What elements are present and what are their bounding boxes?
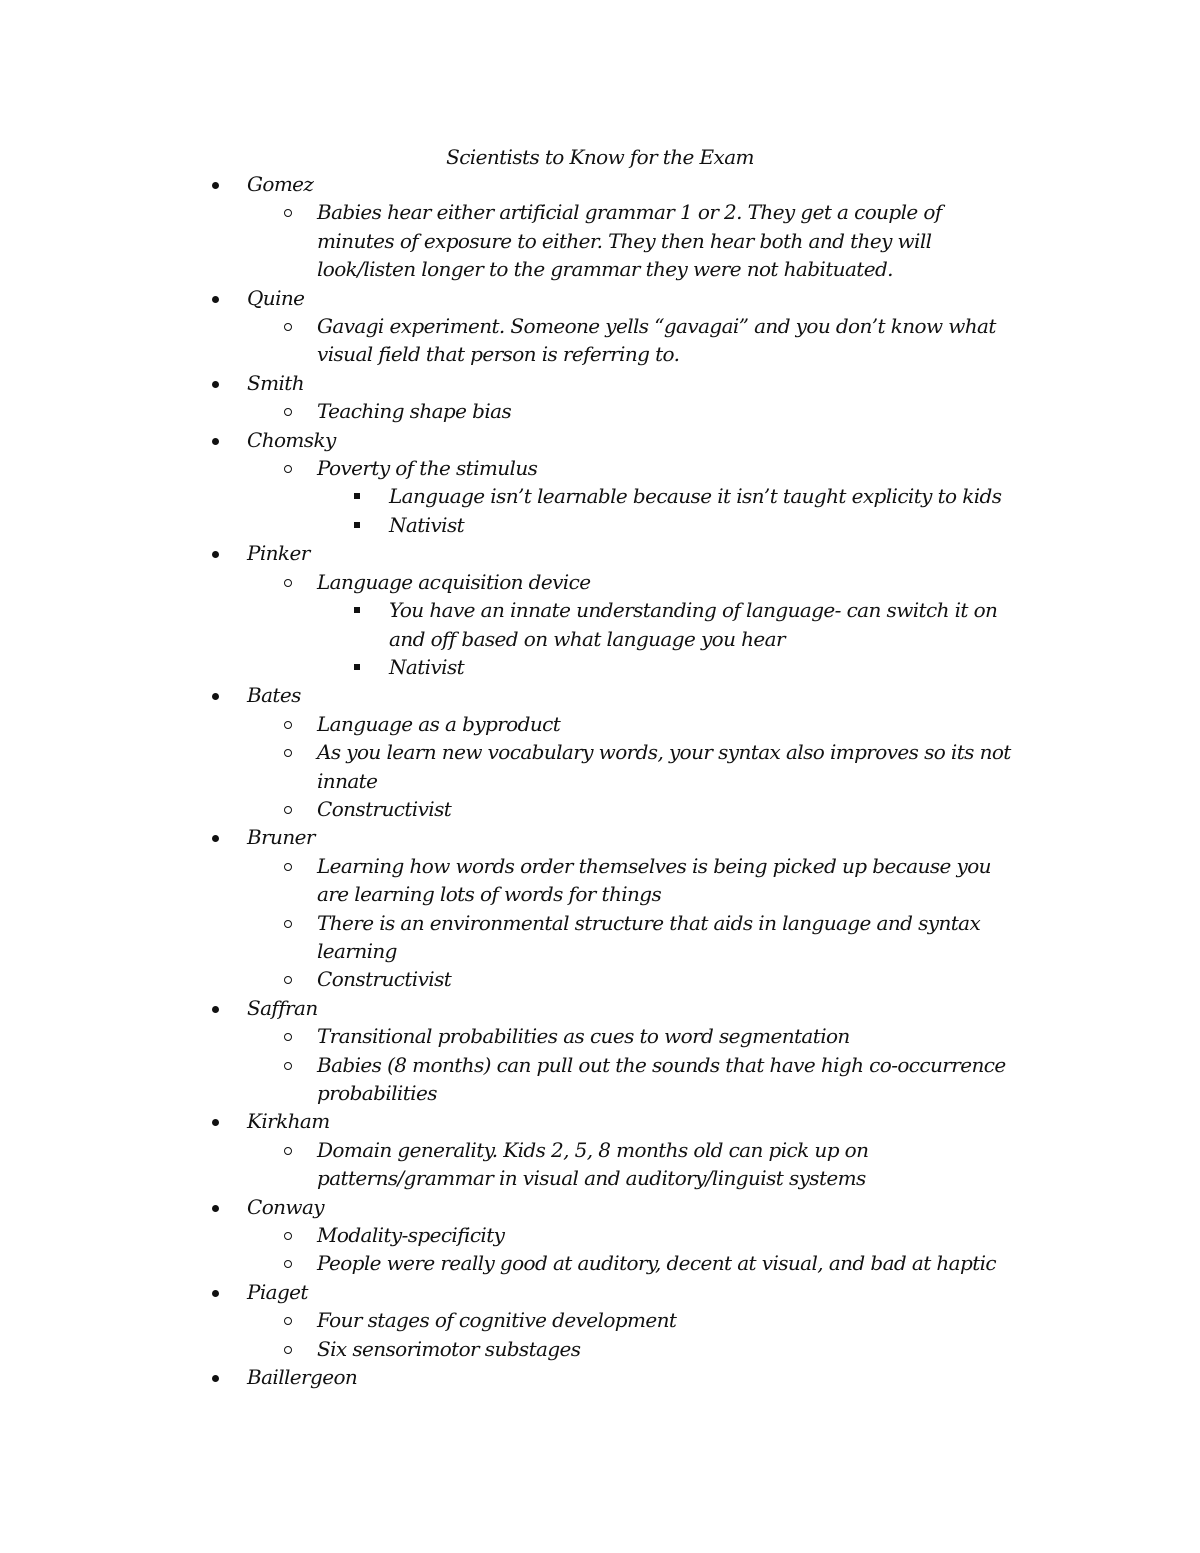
- circle-bullet-icon: [284, 323, 292, 331]
- square-bullet-icon: [354, 493, 360, 499]
- scientist-item: [0, 823, 1007, 851]
- note-item: [0, 397, 1022, 425]
- scientist-item: [0, 681, 1007, 709]
- bullet-icon: [212, 1006, 219, 1013]
- scientist-name: Conway: [247, 1194, 324, 1219]
- note-item: [0, 738, 1022, 795]
- scientist-item: [0, 369, 1007, 397]
- circle-bullet-icon: [284, 1317, 292, 1325]
- circle-bullet-icon: [284, 976, 292, 984]
- note-text: Gavagi experiment. Someone yells “gavagai” and you don’t know what visual field that person is referring to.: [317, 314, 996, 367]
- sub-note-text: Language isn’t learnable because it isn’t taught explicity to kids: [389, 484, 1002, 509]
- scientist-name: Quine: [247, 285, 305, 310]
- note-item: [0, 909, 1022, 966]
- note-text: Learning how words order themselves is being picked up because you are learning lots of words for things: [317, 853, 991, 907]
- note-item: [0, 1306, 1022, 1334]
- scientist-item: [0, 539, 1007, 567]
- scientist-name: Chomsky: [247, 427, 336, 452]
- page-title: Scientists to Know for the Exam: [446, 145, 754, 169]
- note-item: [0, 1221, 1022, 1249]
- note-item: [0, 454, 1022, 482]
- bullet-icon: [212, 1205, 219, 1212]
- scientist-item: [0, 426, 1007, 454]
- note-item: [0, 1335, 1022, 1363]
- note-item: [0, 1022, 1022, 1050]
- note-text: Constructivist: [317, 967, 452, 992]
- circle-bullet-icon: [284, 1062, 292, 1070]
- bullet-icon: [212, 835, 219, 842]
- circle-bullet-icon: [284, 749, 292, 757]
- sub-note-item: [0, 482, 1019, 510]
- scientist-name: Smith: [247, 370, 304, 395]
- note-item: [0, 795, 1022, 823]
- circle-bullet-icon: [284, 863, 292, 871]
- note-text: Babies hear either artificial grammar 1 or 2. They get a couple of minutes of exposure to either. They then hear both and they will look/listen longer to the grammar they were not habituated.: [317, 200, 942, 282]
- circle-bullet-icon: [284, 1346, 292, 1354]
- scientist-name: Bruner: [247, 825, 315, 850]
- bullet-icon: [212, 296, 219, 303]
- sub-note-text: Nativist: [389, 512, 465, 537]
- circle-bullet-icon: [284, 721, 292, 729]
- scientist-name: Bates: [247, 683, 301, 708]
- circle-bullet-icon: [284, 806, 292, 814]
- note-text: Language acquisition device: [317, 569, 591, 594]
- scientist-name: Kirkham: [247, 1109, 330, 1134]
- note-text: Constructivist: [317, 796, 452, 821]
- note-item: [0, 1136, 1022, 1193]
- circle-bullet-icon: [284, 920, 292, 928]
- bullet-icon: [212, 551, 219, 558]
- scientist-name: Piaget: [247, 1279, 308, 1304]
- note-text: As you learn new vocabulary words, your syntax also improves so its not innate: [317, 740, 1011, 793]
- circle-bullet-icon: [284, 408, 292, 416]
- bullet-icon: [212, 1290, 219, 1297]
- note-text: Modality-specificity: [317, 1223, 505, 1248]
- square-bullet-icon: [354, 664, 360, 670]
- scientist-item: [0, 170, 1007, 198]
- note-item: [0, 965, 1022, 993]
- note-item: [0, 312, 1022, 369]
- note-item: [0, 852, 1022, 909]
- note-text: Transitional probabilities as cues to word segmentation: [317, 1024, 850, 1049]
- circle-bullet-icon: [284, 1260, 292, 1268]
- note-item: [0, 568, 1022, 596]
- scientist-name: Gomez: [247, 172, 314, 196]
- note-text: There is an environmental structure that aids in language and syntax learning: [317, 910, 981, 963]
- circle-bullet-icon: [284, 465, 292, 473]
- scientist-item: [0, 1107, 1007, 1135]
- scientist-item: [0, 1278, 1007, 1306]
- scientist-item: [0, 284, 1007, 312]
- scientist-item: [0, 994, 1007, 1022]
- sub-note-item: [0, 511, 1019, 539]
- circle-bullet-icon: [284, 1232, 292, 1240]
- bullet-icon: [212, 1119, 219, 1126]
- sub-note-text: Nativist: [389, 654, 465, 679]
- square-bullet-icon: [354, 607, 360, 613]
- bullet-icon: [212, 1375, 219, 1382]
- note-item: [0, 198, 1022, 283]
- circle-bullet-icon: [284, 209, 292, 217]
- circle-bullet-icon: [284, 1033, 292, 1041]
- note-text: Six sensorimotor substages: [317, 1336, 581, 1361]
- sub-note-item: [0, 653, 1019, 681]
- circle-bullet-icon: [284, 579, 292, 587]
- square-bullet-icon: [354, 522, 360, 528]
- sub-note-text: You have an innate understanding of language- can switch it on and off based on what language you hear: [389, 598, 998, 651]
- note-text: Teaching shape bias: [317, 399, 512, 424]
- note-text: Four stages of cognitive development: [317, 1308, 677, 1333]
- bullet-icon: [212, 693, 219, 700]
- scientist-item: [0, 1193, 1007, 1221]
- note-item: [0, 1249, 1022, 1277]
- note-text: Language as a byproduct: [317, 711, 561, 736]
- note-text: Poverty of the stimulus: [317, 456, 538, 481]
- note-text: Babies (8 months) can pull out the sounds that have high co-occurrence probabilities: [317, 1052, 1006, 1105]
- circle-bullet-icon: [284, 1147, 292, 1155]
- scientist-name: Baillergeon: [247, 1365, 358, 1390]
- note-item: [0, 1051, 1022, 1108]
- scientist-list: [0, 170, 1200, 1391]
- note-text: Domain generality. Kids 2, 5, 8 months old can pick up on patterns/grammar in visual and auditory/linguist systems: [317, 1137, 869, 1191]
- scientist-item: [0, 1363, 1007, 1391]
- bullet-icon: [212, 182, 219, 189]
- scientist-name: Saffran: [247, 995, 318, 1020]
- note-text: People were really good at auditory, decent at visual, and bad at haptic: [317, 1251, 997, 1276]
- note-item: [0, 710, 1022, 738]
- bullet-icon: [212, 381, 219, 388]
- scientist-name: Pinker: [247, 541, 310, 566]
- bullet-icon: [212, 438, 219, 445]
- sub-note-item: [0, 596, 1019, 653]
